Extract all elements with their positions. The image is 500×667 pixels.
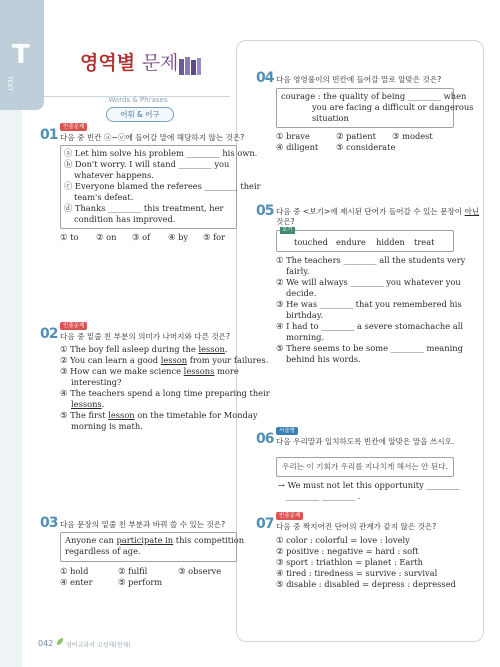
answer-choice[interactable]: ① hold xyxy=(60,566,89,576)
question-prompt: 다음 중 빈칸 ⓐ~ⓔ에 들어갈 말에 해당하지 않는 것은? xyxy=(60,133,245,142)
prompt-emphasis: 아닌 xyxy=(464,207,480,216)
answer-choice[interactable]: ② positive : negative = hard : soft xyxy=(276,546,419,556)
choice-text: more xyxy=(214,366,239,376)
choice-continuation: behind his words. xyxy=(286,354,361,364)
question-prompt xyxy=(276,206,479,217)
choice-text: ① The boy fell asleep during the xyxy=(60,344,199,354)
question-number: 04 xyxy=(256,70,274,86)
question-number: 05 xyxy=(256,203,274,219)
sentence-line: ⓓ Thanks ________ this treatment, her xyxy=(64,203,224,213)
section-title-korean: 어휘 & 어구 xyxy=(106,107,174,122)
answer-choice[interactable] xyxy=(60,355,268,366)
choice-text: ③ How can we make science xyxy=(60,366,184,376)
definition-line: you are facing a difficult or dangerous xyxy=(312,102,474,112)
chapter-tab-label: TEXT xyxy=(6,76,13,92)
question-prompt: 다음 문장의 밑줄 친 부분과 바꿔 쓸 수 있는 것은? xyxy=(60,520,226,529)
leaf-icon xyxy=(57,638,63,645)
sentence-line: ⓐ Let him solve his problem ________ his own. xyxy=(64,148,258,158)
sentence-line: ⓒ Everyone blamed the referees ________ their xyxy=(64,181,261,191)
question-number: 03 xyxy=(40,515,58,531)
page-title-thin: 문제 xyxy=(141,52,179,74)
underlined-word: lesson xyxy=(108,410,135,420)
choice-continuation xyxy=(71,399,104,410)
choice-continuation: morning is math. xyxy=(71,421,143,431)
choice-text: ⑤ The first xyxy=(60,410,109,420)
question-number: 06 xyxy=(256,431,274,447)
answer-choice[interactable]: ③ sport : triathlon = planet : Earth xyxy=(276,557,424,567)
underlined-word: lesson xyxy=(160,355,188,365)
answer-choice[interactable]: ③ modest xyxy=(392,131,433,141)
answer-choice[interactable] xyxy=(60,344,228,355)
answer-choice[interactable]: ② patient xyxy=(336,131,376,141)
answer-choice[interactable]: ① The teachers ________ all the students very xyxy=(276,255,466,265)
sentence-line: condition has improved. xyxy=(74,214,176,224)
sentence-line: regardless of age. xyxy=(65,546,141,556)
answer-choice[interactable]: ④ by xyxy=(168,232,189,242)
korean-sentence: 우리는 이 기회가 우리를 지나치게 해서는 안 된다. xyxy=(282,462,449,471)
underlined-word: lessons xyxy=(183,366,215,376)
choice-continuation: decide. xyxy=(286,288,317,298)
word-bank-label: 보기 xyxy=(282,227,293,233)
sentence-line: ⓑ Don't worry. I will stand ________ you xyxy=(64,159,230,169)
answer-choice[interactable] xyxy=(60,366,239,377)
frequent-tag: 빈출문제 xyxy=(60,322,87,330)
definition-line: situation xyxy=(312,113,349,123)
question-prompt: 다음 영영풀이의 빈칸에 들어갈 말로 알맞은 것은? xyxy=(276,75,442,84)
word-bank-word: treat xyxy=(414,237,435,247)
answer-choice[interactable]: ① to xyxy=(60,232,79,242)
choice-continuation: fairly. xyxy=(286,266,310,276)
answer-line[interactable]: → We must not let this opportunity ________ xyxy=(278,480,460,490)
question-prompt: 다음 중 밑줄 친 부분의 의미가 나머지와 다른 것은? xyxy=(60,332,231,341)
underlined-word: lesson xyxy=(198,344,225,354)
choice-text: on the timetable for Monday xyxy=(134,410,258,420)
answer-choice[interactable]: ⑤ considerate xyxy=(336,142,396,152)
frequent-tag: 빈출문제 xyxy=(276,512,303,520)
answer-choice[interactable]: ③ of xyxy=(132,232,151,242)
answer-choice[interactable]: ⑤ perform xyxy=(118,577,163,587)
section-title-english: Words & Phrases xyxy=(108,96,168,104)
frequent-tag: 빈출문제 xyxy=(60,123,87,131)
chapter-tab-mark: T xyxy=(12,40,30,70)
answer-choice[interactable]: ⑤ disable : disabled = depress : depressed xyxy=(276,579,456,589)
answer-choice[interactable]: ④ enter xyxy=(60,577,93,587)
choice-text: . xyxy=(224,344,228,354)
answer-choice[interactable]: ② We will always ________ you whatever you xyxy=(276,277,461,287)
answer-choice[interactable]: ④ I had to ________ a severe stomachache all xyxy=(276,321,464,331)
choice-continuation: morning. xyxy=(286,332,325,342)
choice-text: . xyxy=(101,399,105,409)
question-prompt: 다음 우리말과 일치하도록 빈칸에 알맞은 말을 쓰시오. xyxy=(276,437,455,446)
question-prompt-continued: 것은? xyxy=(276,217,295,226)
question-prompt: 다음 중 짝지어진 단어의 관계가 같지 않은 것은? xyxy=(276,522,437,531)
book-title: 영어교과서 고성제(천재) xyxy=(66,642,131,649)
answer-choice[interactable]: ② on xyxy=(96,232,117,242)
answer-choice[interactable]: ⑤ There seems to be some ________ meaning xyxy=(276,343,463,353)
answer-choice[interactable]: ③ observe xyxy=(178,566,222,576)
choice-text: ② You can learn a good xyxy=(60,355,161,365)
answer-line[interactable]: ________ ________ . xyxy=(286,491,361,501)
underlined-word: lessons xyxy=(71,399,102,409)
page-title-bold: 영역별 xyxy=(80,52,136,74)
definition-line: courage : the quality of being ________ when xyxy=(281,91,467,101)
sentence-line: whatever happens. xyxy=(74,170,154,180)
word-bank-word: hidden xyxy=(376,237,405,247)
answer-choice[interactable]: ④ diligent xyxy=(276,142,319,152)
prompt-text: 다음 중 <보기>에 제시된 단어가 들어갈 수 있는 문장이 xyxy=(276,207,465,216)
question-number: 02 xyxy=(40,326,58,342)
question-number: 01 xyxy=(40,127,58,143)
answer-choice[interactable]: ① brave xyxy=(276,131,310,141)
choice-text: from your failures. xyxy=(187,355,269,365)
answer-choice[interactable]: ③ He was ________ that you remembered his xyxy=(276,299,462,309)
answer-choice[interactable] xyxy=(60,410,258,421)
word-bank-word: endure xyxy=(336,237,366,247)
books-icon xyxy=(178,56,202,76)
word-bank-word: touched xyxy=(294,237,328,247)
page-title xyxy=(80,48,178,75)
page-number: 042 xyxy=(38,639,54,648)
answer-choice[interactable]: ④ tired : tiredness = survive : survival xyxy=(276,568,438,578)
choice-continuation: interesting? xyxy=(71,377,122,387)
question-number: 07 xyxy=(256,516,274,532)
underlined-phrase: participate in xyxy=(116,535,174,545)
answer-choice[interactable]: ④ The teachers spend a long time preparing their xyxy=(60,388,270,398)
answer-choice[interactable]: ⑤ for xyxy=(203,232,226,242)
descriptive-tag: 서술형 xyxy=(276,427,298,435)
sentence-line xyxy=(65,535,244,546)
answer-choice[interactable]: ① color : colorful = love : lovely xyxy=(276,535,410,545)
choice-continuation: birthday. xyxy=(286,310,324,320)
sentence-line: team's defeat. xyxy=(74,192,134,202)
answer-choice[interactable]: ② fulfil xyxy=(118,566,148,576)
sentence-text: this competition xyxy=(173,535,245,545)
sentence-text: Anyone can xyxy=(65,535,117,545)
